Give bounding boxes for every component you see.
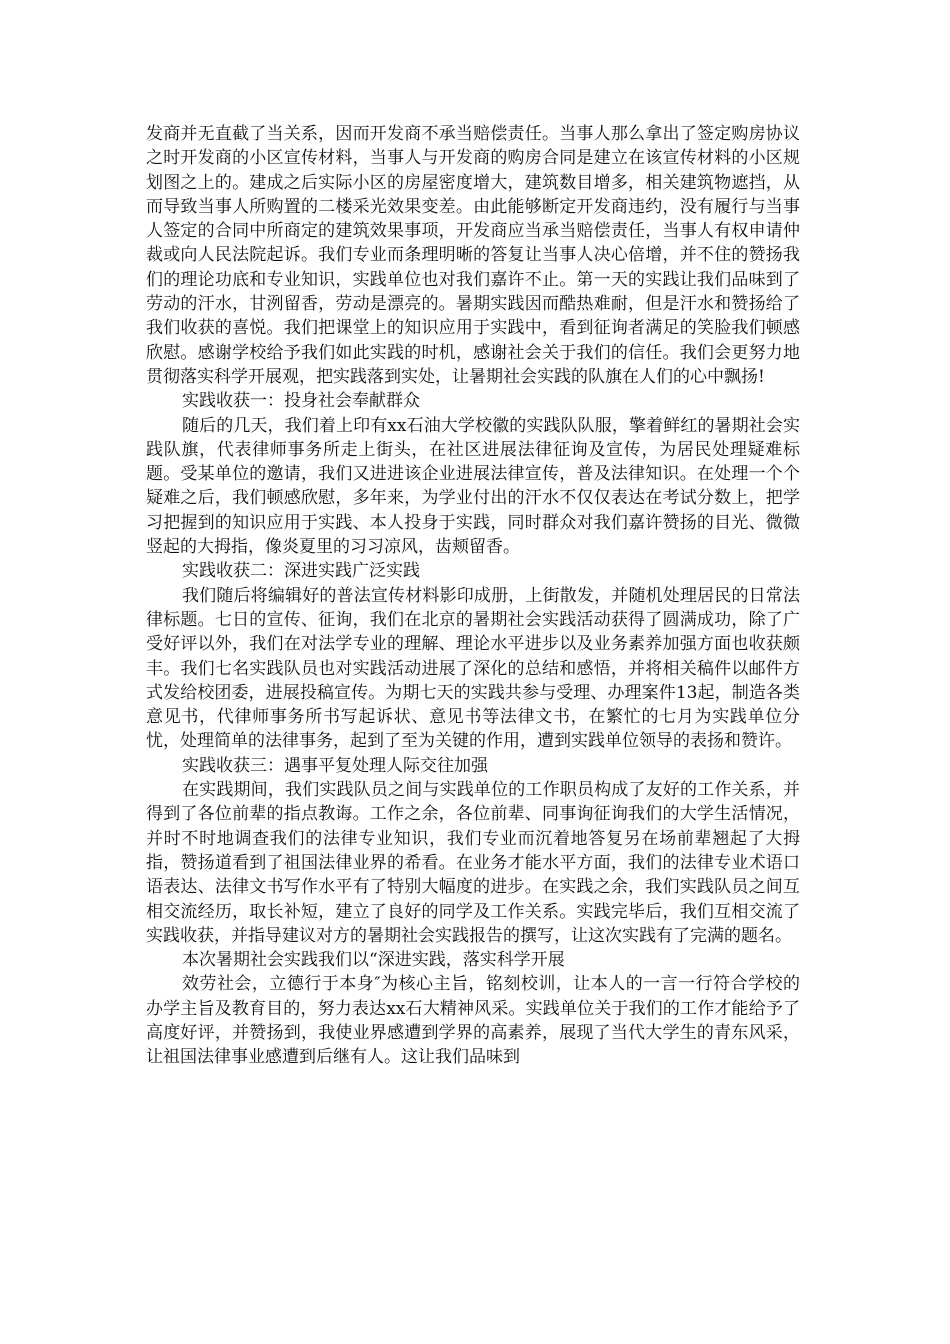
body-paragraph-4: 在实践期间，我们实践队员之间与实践单位的工作职员构成了友好的工作关系，并得到了各位前辈的指点教诲。工作之余，各位前辈、同事询征询我们的大学生活情况，并时不时地调查我们的法律专业知识，我们专业而沉着地答复另在场前辈翘起了大拇指，赞扬道看到了祖国法律业界的希看。在业务才能水平方面，我们的法律专业术语口语表达、法律文书写作水平有了特别大幅度的进步。在实践之余，我们实践队员之间互相交流经历，取长补短，建立了良好的同学及工作关系。实践完毕后，我们互相交流了实践收获，并指导建议对方的暑期社会实践报告的撰写，让这次实践有了完满的题名。 — [146, 780, 800, 946]
body-paragraph-3: 我们随后将编辑好的普法宣传材料影印成册，上街散发，并随机处理居民的日常法律标题。七日的宣传、征询，我们在北京的暑期社会实践活动获得了圆满成功，除了广受好评以外，我们在对法学专业的理解、理论水平进步以及业务素养加强方面也收获颇丰。我们七名实践队员也对实践活动进展了深化的总结和感悟，并将相关稿件以邮件方式发给校团委，进展投稿宣传。为期七天的实践共参与受理、办理案件13起，制造各类意见书，代律师事务所书写起诉状、意见书等法律文书，在繁忙的七月为实践单位分忧，处理简单的法律事务，起到了至为关键的作用，遭到实践单位领导的表扬和赞许。 — [146, 585, 800, 752]
section-heading-2: 实践收获二：深进实践广泛实践 — [182, 561, 420, 582]
section-heading-3: 实践收获三：遇事平复处理人际交往加强 — [182, 755, 488, 776]
body-paragraph-1: 发商并无直截了当关系，因而开发商不承当赔偿责任。当事人那么拿出了签定购房协议之时开发商的小区宣传材料，当事人与开发商的购房合同是建立在该宣传材料的小区规划图之上的。建成之后实际小区的房屋密度增大，建筑数目增多，相关建筑物遮挡，从而导致当事人所购置的二楼采光效果变差。由此能够断定开发商违约，没有履行与当事人签定的合同中所商定的建筑效果事项，开发商应当承当赔偿责任，当事人有权申请仲裁或向人民法院起诉。我们专业而条理明晰的答复让当事人决心倍增，并不住的赞扬我们的理论功底和专业知识，实践单位也对我们嘉许不止。第一天的实践让我们品味到了劳动的汗水，甘洌留香，劳动是漂亮的。暑期实践因而酷热难耐，但是汗水和赞扬给了我们收获的喜悦。我们把课堂上的知识应用于实践中，看到征询者满足的笑脸我们顿感欣慰。感谢学校给予我们如此实践的时机，感谢社会关于我们的信任。我们会更努力地贯彻落实科学开展观，把实践落到实处，让暑期社会实践的队旗在人们的心中飘扬! — [146, 124, 800, 387]
document-page — [146, 122, 800, 1070]
section-heading-1: 实践收获一：投身社会奉献群众 — [182, 391, 420, 412]
body-paragraph-5: 本次暑期社会实践我们以“深进实践，落实科学开展 — [182, 950, 565, 971]
body-paragraph-2: 随后的几天，我们着上印有xx石油大学校徽的实践队队服，擎着鲜红的暑期社会实践队旗，代表律师事务所走上街头，在社区进展法律征询及宣传，为居民处理疑难标题。受某单位的邀请，我们又进进该企业进展法律宣传，普及法律知识。在处理一个个疑难之后，我们顿感欣慰，多年来，为学业付出的汗水不仅仅表达在考试分数上，把学习把握到的知识应用于实践、本人投身于实践，同时群众对我们嘉许赞扬的目光、微微竖起的大拇指，像炎夏里的习习凉风，齿颊留香。 — [146, 415, 800, 558]
body-paragraph-6: 效劳社会，立德行于本身″为核心主旨，铭刻校训，让本人的一言一行符合学校的办学主旨及教育目的，努力表达xx石大精神风采。实践单位关于我们的工作才能给予了高度好评，并赞扬到，我使业界感遭到学界的高素养，展现了当代大学生的青东风采，让祖国法律事业感遭到后继有人。这让我们品味到 — [146, 974, 800, 1068]
